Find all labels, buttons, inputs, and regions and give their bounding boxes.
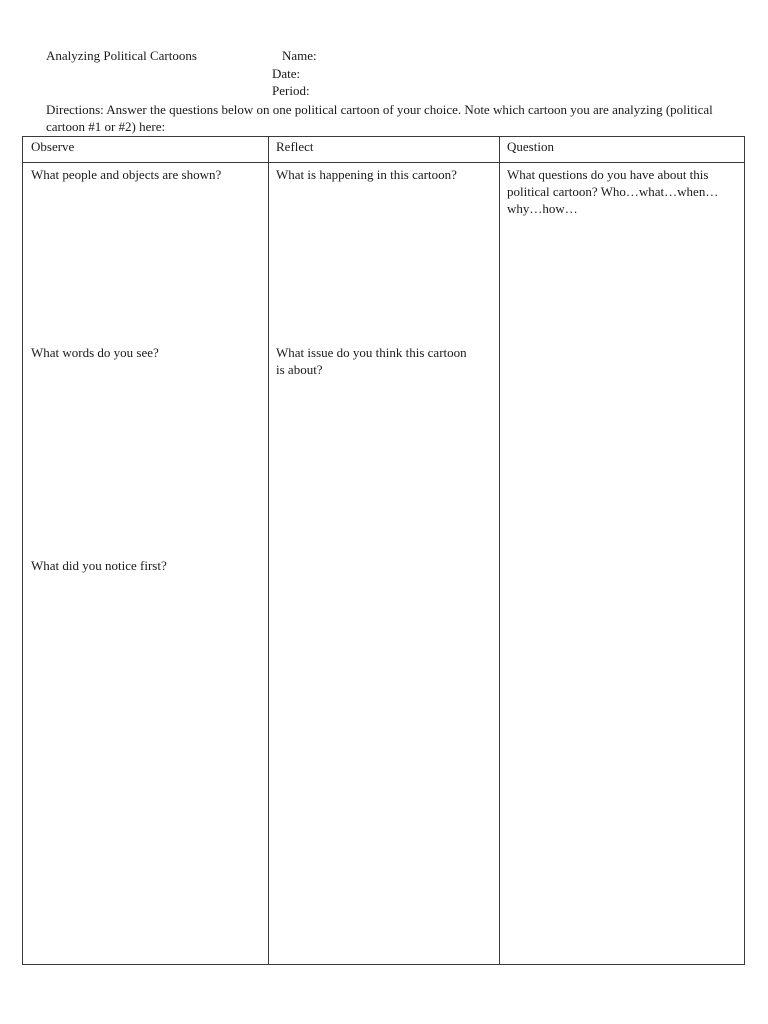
question-prompt: What questions do you have about this political cartoon? Who…what…when…why…how… bbox=[507, 167, 719, 216]
observe-prompt: What words do you see? bbox=[31, 345, 159, 360]
column-header-question: Question bbox=[507, 139, 554, 154]
column-divider bbox=[268, 137, 269, 964]
header-row-divider bbox=[23, 162, 744, 163]
analysis-table bbox=[22, 136, 745, 965]
observe-prompt: What people and objects are shown? bbox=[31, 167, 222, 182]
document-title: Analyzing Political Cartoons bbox=[46, 48, 197, 63]
column-header-reflect: Reflect bbox=[276, 139, 314, 154]
observe-prompt: What did you notice first? bbox=[31, 558, 167, 573]
directions-text: Directions: Answer the questions below on one political cartoon of your choice. Note which cartoon you are analyzing (political cartoon #1 or #2) here: bbox=[46, 102, 713, 134]
column-divider bbox=[499, 137, 500, 964]
column-header-observe: Observe bbox=[31, 139, 75, 154]
date-label: Date: bbox=[272, 66, 301, 81]
period-label: Period: bbox=[272, 83, 310, 98]
reflect-prompt: What issue do you think this cartoon is about? bbox=[276, 345, 467, 377]
reflect-prompt: What is happening in this cartoon? bbox=[276, 167, 457, 182]
name-label: Name: bbox=[282, 48, 317, 63]
